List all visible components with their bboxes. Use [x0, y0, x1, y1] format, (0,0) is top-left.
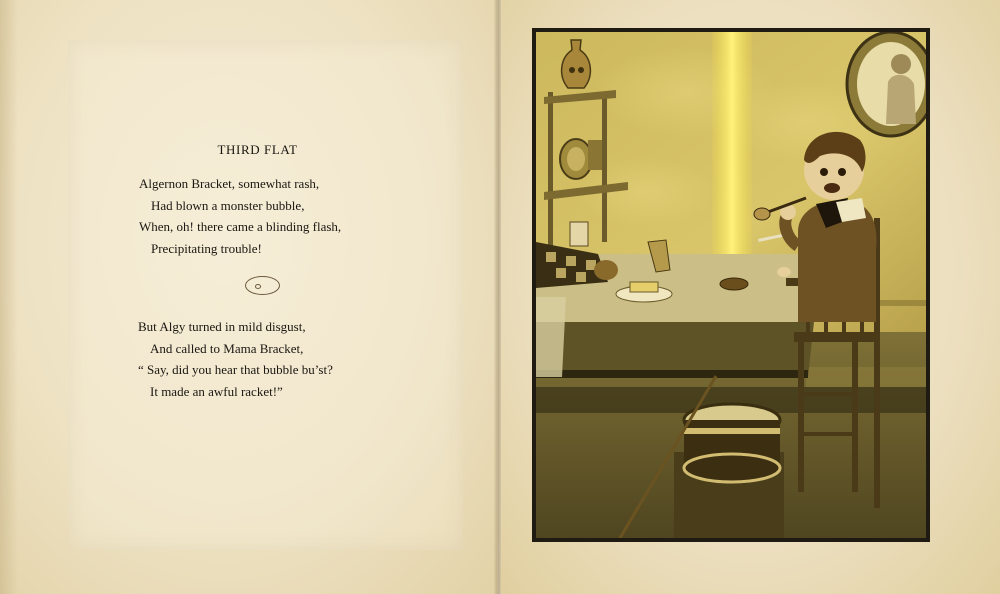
text-area — [68, 40, 463, 550]
page-title: THIRD FLAT — [217, 142, 298, 157]
verse-line: Had blown a monster bubble, — [151, 197, 305, 213]
stanza-1 — [139, 173, 341, 259]
verse-line: Precipitating trouble! — [151, 240, 262, 256]
left-page — [0, 0, 497, 594]
verse-line: But Algy turned in mild disgust, — [138, 319, 306, 334]
illustration-plate — [532, 28, 930, 542]
verse-line: When, oh! there came a blinding flash, — [139, 219, 342, 234]
boy-with-bubble-pipe-illustration — [536, 32, 926, 538]
verse-line: “ Say, did you hear that bubble bu’st? — [138, 362, 333, 377]
stanza-2 — [138, 316, 333, 402]
verse-line: And called to Mama Bracket, — [150, 340, 304, 356]
verse-line: It made an awful racket!” — [150, 383, 283, 399]
bubble-ornament-icon — [245, 276, 280, 295]
portrait-frame — [847, 32, 926, 136]
right-page — [501, 0, 1000, 594]
verse-line: Algernon Bracket, somewhat rash, — [139, 176, 320, 191]
